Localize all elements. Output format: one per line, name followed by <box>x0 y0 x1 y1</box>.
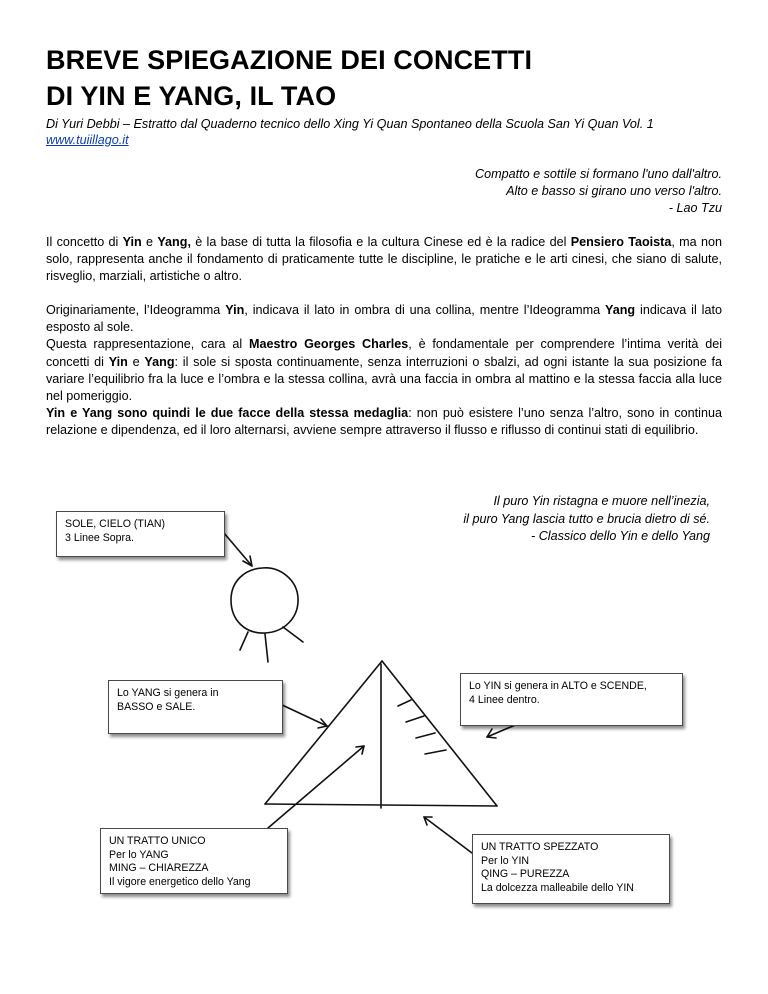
box-line: Per lo YANG <box>109 848 169 861</box>
quote-line-2: Alto e basso si girano uno verso l'altro. <box>506 184 722 198</box>
arrow-single-stroke <box>268 746 364 828</box>
bold-text: Yin <box>225 303 245 317</box>
box-line: SOLE, CIELO (TIAN) <box>65 518 166 530</box>
yin-tick-4 <box>425 750 446 754</box>
text: , ma non solo, rappresenta anche il fondamento di praticamente tutte le discipline, le pratiche e le arti cinesi, che siano di salute, risveglio, marziali, artistiche o altro. <box>46 235 722 284</box>
bold-text: Yin e Yang sono quindi le due facce della stessa medaglia <box>46 406 409 421</box>
bold-text: Yang <box>144 354 175 369</box>
arrow-sun <box>224 533 252 566</box>
bold-text: Maestro Georges Charles <box>249 337 409 352</box>
text: : non può esistere l’uno senza l’altro, sono in continua relazione e dipendenza, ed il loro alternarsi, avviene sempre attraverso il flusso e riflusso di continui stati di equilibrio. <box>46 406 722 438</box>
yin-generation-box <box>460 673 683 726</box>
box-line: UN TRATTO SPEZZATO <box>481 841 599 853</box>
box-line: MING – CHIAREZZA <box>109 862 209 874</box>
box-line: BASSO e SALE. <box>117 700 196 713</box>
sun-ray-3 <box>283 627 303 642</box>
bold-text: Pensiero Taoista <box>570 235 672 249</box>
text: e <box>127 354 145 369</box>
text: : il sole si sposta continuamente, senza interruzioni o sbalzi, ad ogni istante la sua posizione fa variare l’equilibrio fra la luce e l’ombra e la stessa collina, avrà una faccia in ombra al mattino e la stessa faccia alla luce nel pomeriggio. <box>46 354 722 404</box>
arrow-yang <box>280 704 327 726</box>
yin-tick-3 <box>416 733 435 738</box>
box-line: Il vigore energetico dello Yang <box>109 875 251 888</box>
box-line: Per lo YIN <box>481 854 530 867</box>
bold-text: Yang, <box>157 235 191 249</box>
yin-tick-2 <box>406 716 424 722</box>
quote-line-1: Compatto e sottile si formano l'uno dall'altro. <box>474 167 722 181</box>
website-link[interactable]: www.tuiillago.it <box>46 133 129 147</box>
yin-tick-1 <box>398 700 411 706</box>
text: e <box>141 235 158 249</box>
box-line: UN TRATTO UNICO <box>109 835 206 847</box>
box-line: La dolcezza malleabile dello YIN <box>481 881 634 894</box>
broken-stroke-box <box>472 834 670 904</box>
yang-generation-box <box>108 680 283 734</box>
sun-ray-2 <box>265 634 268 662</box>
text: indicava il lato esposto al sole. <box>46 303 722 335</box>
quote-line-1: Il puro Yin ristagna e muore nell’inezia, <box>493 494 710 508</box>
text: Questa rappresentazione, cara al <box>46 337 250 352</box>
text: è la base di tutta la filosofia e la cultura Cinese ed è la radice del <box>190 235 571 249</box>
text: , è fondamentale per comprendere l’intima verità dei concetti di <box>46 337 723 369</box>
sun-sky-box <box>56 511 225 557</box>
box-line: 4 Linee dentro. <box>469 693 540 706</box>
box-line: Lo YIN si genera in ALTO e SCENDE, <box>469 680 647 692</box>
quote-line-2: il puro Yang lascia tutto e brucia dietro di sé. <box>463 511 710 526</box>
bold-text: Yin <box>122 235 142 249</box>
text: Il concetto di <box>46 235 123 249</box>
arrow-broken-stroke <box>424 817 472 853</box>
sun-circle <box>231 568 298 633</box>
bold-text: Yin <box>108 354 128 369</box>
title-line-2: DI YIN E YANG, IL TAO <box>46 81 337 111</box>
box-line: QING – PUREZZA <box>481 868 570 880</box>
text: , indicava il lato in ombra di una collina, mentre l’Ideogramma <box>244 303 606 317</box>
bold-text: Yang <box>605 303 636 317</box>
title-line-1: BREVE SPIEGAZIONE DEI CONCETTI <box>46 45 533 75</box>
box-line: 3 Linee Sopra. <box>65 531 134 544</box>
quote-author: - Lao Tzu <box>668 201 722 215</box>
quote-author: - Classico dello Yin e dello Yang <box>531 529 710 544</box>
author-byline: Di Yuri Debbi – Estratto dal Quaderno tecnico dello Xing Yi Quan Spontaneo della Scuola San Yi Quan Vol. 1 <box>46 117 654 131</box>
single-stroke-box <box>100 828 288 894</box>
text: Originariamente, l’Ideogramma <box>46 303 226 317</box>
box-line: Lo YANG si genera in <box>117 687 219 699</box>
sun-ray-1 <box>240 632 248 650</box>
